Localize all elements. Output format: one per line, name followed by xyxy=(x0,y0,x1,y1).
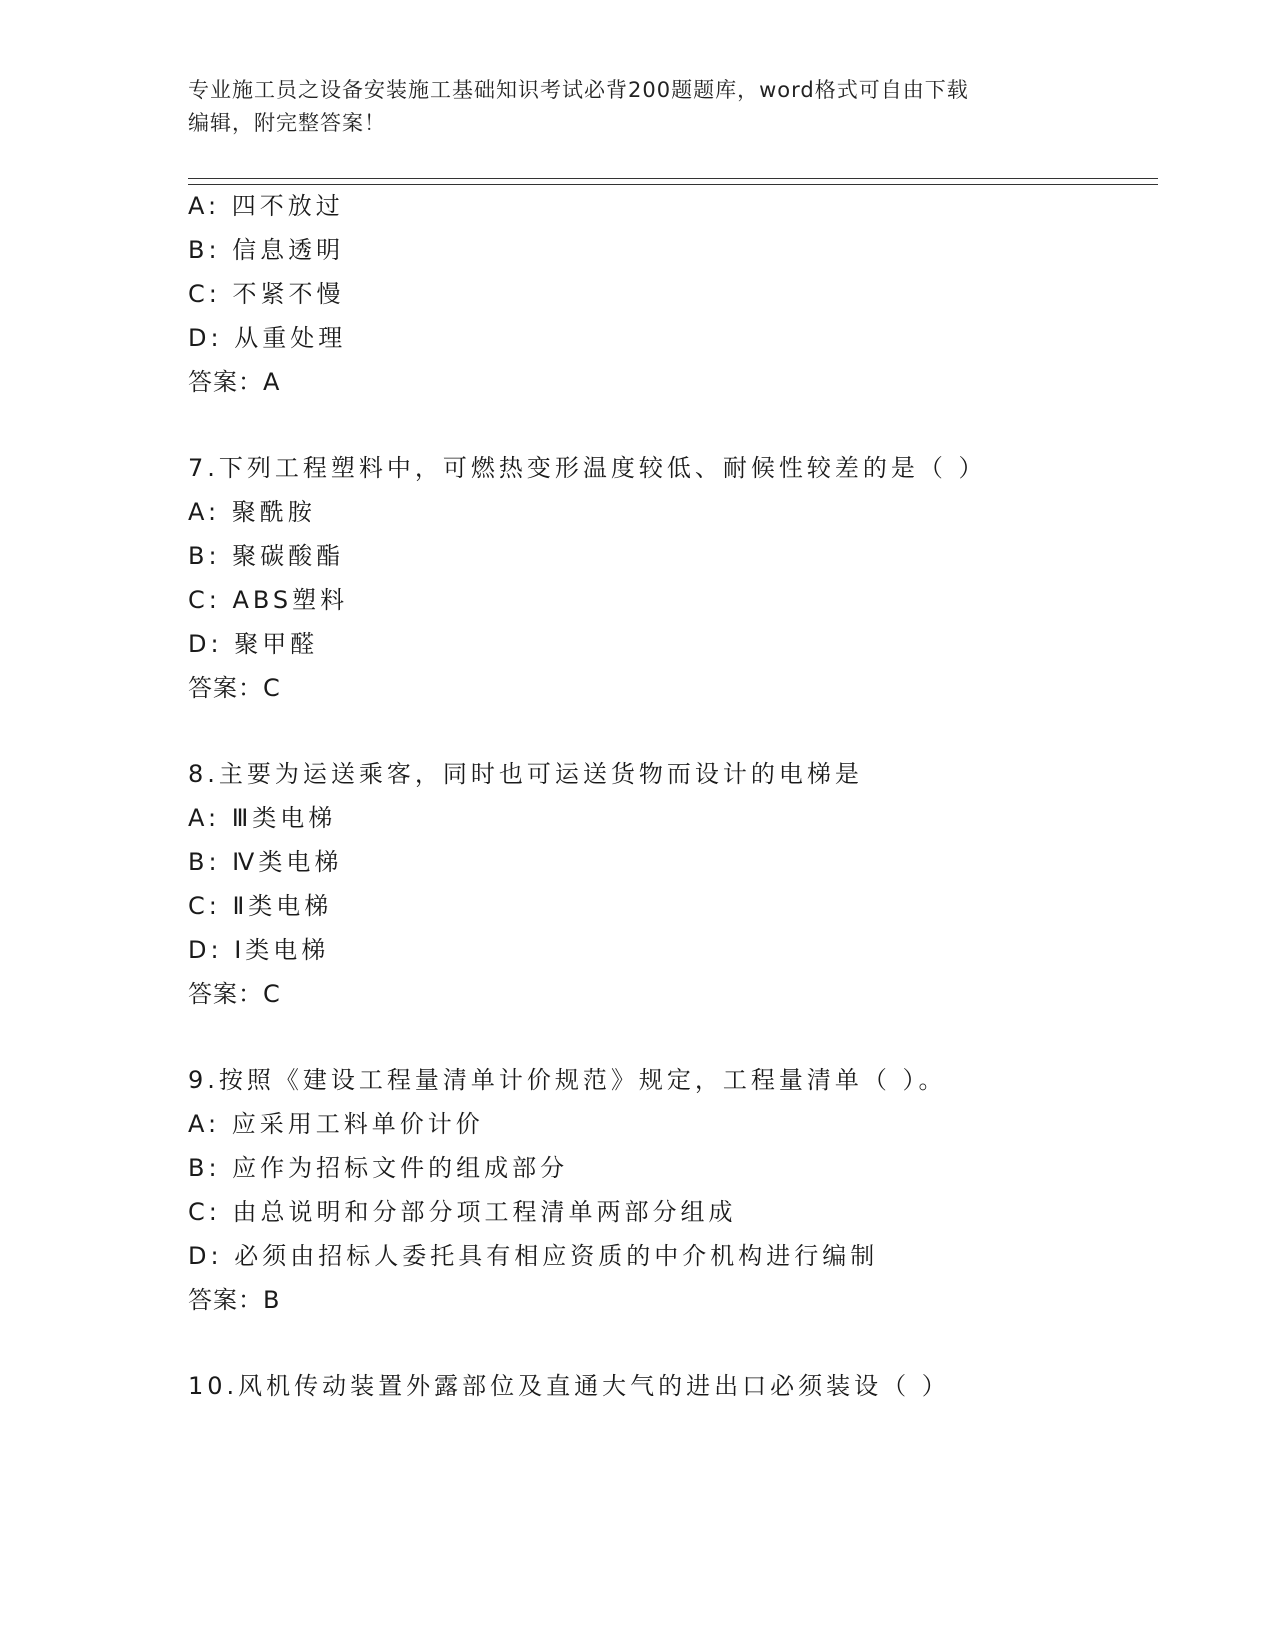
q8-option-b: B: Ⅳ类电梯 xyxy=(188,848,343,876)
q9-question: 9.按照《建设工程量清单计价规范》规定，工程量清单（ ）。 xyxy=(188,1066,947,1094)
q6-option-c: C: 不紧不慢 xyxy=(188,280,345,308)
q7-option-d: D: 聚甲醛 xyxy=(188,630,319,658)
q8-answer: 答案：C xyxy=(188,980,281,1008)
q9-answer: 答案：B xyxy=(188,1286,281,1314)
q9-option-c: C: 由总说明和分部分项工程清单两部分组成 xyxy=(188,1198,737,1226)
q9-option-b: B: 应作为招标文件的组成部分 xyxy=(188,1154,569,1182)
q10-question: 10.风机传动装置外露部位及直通大气的进出口必须装设（ ） xyxy=(188,1372,950,1400)
q8-option-c: C: Ⅱ类电梯 xyxy=(188,892,333,920)
header-title-line-1: 专业施工员之设备安装施工基础知识考试必背200题题库，word格式可自由下载 xyxy=(188,78,969,102)
document-header xyxy=(188,74,1088,140)
q9-option-a: A: 应采用工料单价计价 xyxy=(188,1110,484,1138)
q7-option-a: A: 聚酰胺 xyxy=(188,498,316,526)
q6-option-a: A: 四不放过 xyxy=(188,192,344,220)
header-title-line-2: 编辑，附完整答案！ xyxy=(188,111,386,135)
q6-option-b: B: 信息透明 xyxy=(188,236,345,264)
q6-answer: 答案：A xyxy=(188,368,281,396)
q8-question: 8.主要为运送乘客，同时也可运送货物而设计的电梯是 xyxy=(188,760,863,788)
q7-option-b: B: 聚碳酸酯 xyxy=(188,542,345,570)
q9-option-d: D: 必须由招标人委托具有相应资质的中介机构进行编制 xyxy=(188,1242,879,1270)
q7-answer: 答案：C xyxy=(188,674,281,702)
q8-option-d: D: Ⅰ类电梯 xyxy=(188,936,330,964)
q6-option-d: D: 从重处理 xyxy=(188,324,347,352)
q7-option-c: C: ABS塑料 xyxy=(188,586,349,614)
q8-option-a: A: Ⅲ类电梯 xyxy=(188,804,337,832)
q7-question: 7.下列工程塑料中，可燃热变形温度较低、耐候性较差的是（ ） xyxy=(188,454,987,482)
header-double-rule xyxy=(188,178,1158,185)
